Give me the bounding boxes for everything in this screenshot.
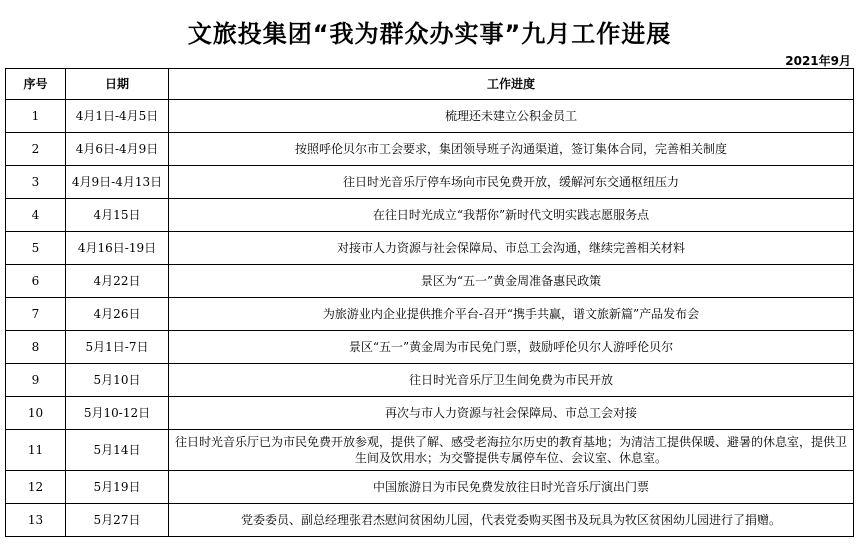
table-row xyxy=(6,199,854,232)
row-progress: 往日时光音乐厅已为市民免费开放参观，提供了解、感受老海拉尔历史的教育基地；为清洁工提供保暖、避暑的休息室，提供卫生间及饮用水；为交警提供专属停车位、会议室、休息室。 xyxy=(169,430,854,471)
table-row xyxy=(6,471,854,504)
row-date: 5月1日-7日 xyxy=(66,331,169,364)
row-date: 4月15日 xyxy=(66,199,169,232)
row-no: 6 xyxy=(6,265,66,298)
table-header-row xyxy=(6,69,854,100)
row-progress: 景区“五一”黄金周为市民免门票，鼓励呼伦贝尔人游呼伦贝尔 xyxy=(169,331,854,364)
row-no: 8 xyxy=(6,331,66,364)
report-date: 2021年9月 xyxy=(785,54,851,68)
row-no: 1 xyxy=(6,100,66,133)
row-no: 12 xyxy=(6,471,66,504)
row-progress: 在往日时光成立“我帮你”新时代文明实践志愿服务点 xyxy=(169,199,854,232)
table-row xyxy=(6,430,854,471)
row-no: 5 xyxy=(6,232,66,265)
table-row xyxy=(6,298,854,331)
row-progress: 为旅游业内企业提供推介平台-召开“携手共赢，谱文旅新篇”产品发布会 xyxy=(169,298,854,331)
header-no: 序号 xyxy=(6,69,66,100)
header-progress: 工作进度 xyxy=(169,69,854,100)
row-date: 4月16日-19日 xyxy=(66,232,169,265)
table-row xyxy=(6,364,854,397)
table-row xyxy=(6,265,854,298)
row-progress: 梳理还未建立公积金员工 xyxy=(169,100,854,133)
row-date: 4月9日-4月13日 xyxy=(66,166,169,199)
page-title: 文旅投集团“我为群众办实事”九月工作进展 xyxy=(187,20,672,48)
row-progress: 中国旅游日为市民免费发放往日时光音乐厅演出门票 xyxy=(169,471,854,504)
row-date: 5月10-12日 xyxy=(66,397,169,430)
row-no: 2 xyxy=(6,133,66,166)
row-no: 9 xyxy=(6,364,66,397)
row-date: 5月27日 xyxy=(66,504,169,537)
row-date: 5月10日 xyxy=(66,364,169,397)
table-row xyxy=(6,504,854,537)
row-progress: 往日时光音乐厅卫生间免费为市民开放 xyxy=(169,364,854,397)
row-date: 5月14日 xyxy=(66,430,169,471)
row-date: 4月1日-4月5日 xyxy=(66,100,169,133)
table-row xyxy=(6,100,854,133)
header-date: 日期 xyxy=(66,69,169,100)
row-no: 13 xyxy=(6,504,66,537)
table-row xyxy=(6,133,854,166)
row-date: 4月26日 xyxy=(66,298,169,331)
row-progress: 按照呼伦贝尔市工会要求，集团领导班子沟通渠道，签订集体合同，完善相关制度 xyxy=(169,133,854,166)
row-progress: 往日时光音乐厅停车场向市民免费开放，缓解河东交通枢纽压力 xyxy=(169,166,854,199)
row-no: 3 xyxy=(6,166,66,199)
row-no: 4 xyxy=(6,199,66,232)
row-no: 7 xyxy=(6,298,66,331)
row-date: 4月6日-4月9日 xyxy=(66,133,169,166)
row-date: 5月19日 xyxy=(66,471,169,504)
row-progress: 对接市人力资源与社会保障局、市总工会沟通，继续完善相关材料 xyxy=(169,232,854,265)
row-no: 11 xyxy=(6,430,66,471)
table-row xyxy=(6,397,854,430)
row-no: 10 xyxy=(6,397,66,430)
table-row xyxy=(6,166,854,199)
row-progress: 再次与市人力资源与社会保障局、市总工会对接 xyxy=(169,397,854,430)
row-date: 4月22日 xyxy=(66,265,169,298)
row-progress: 党委委员、副总经理张君杰慰问贫困幼儿园，代表党委购买图书及玩具为牧区贫困幼儿园进行了捐赠。 xyxy=(169,504,854,537)
progress-table xyxy=(5,68,854,537)
table-row xyxy=(6,331,854,364)
row-progress: 景区为“五一”黄金周准备惠民政策 xyxy=(169,265,854,298)
table-row xyxy=(6,232,854,265)
